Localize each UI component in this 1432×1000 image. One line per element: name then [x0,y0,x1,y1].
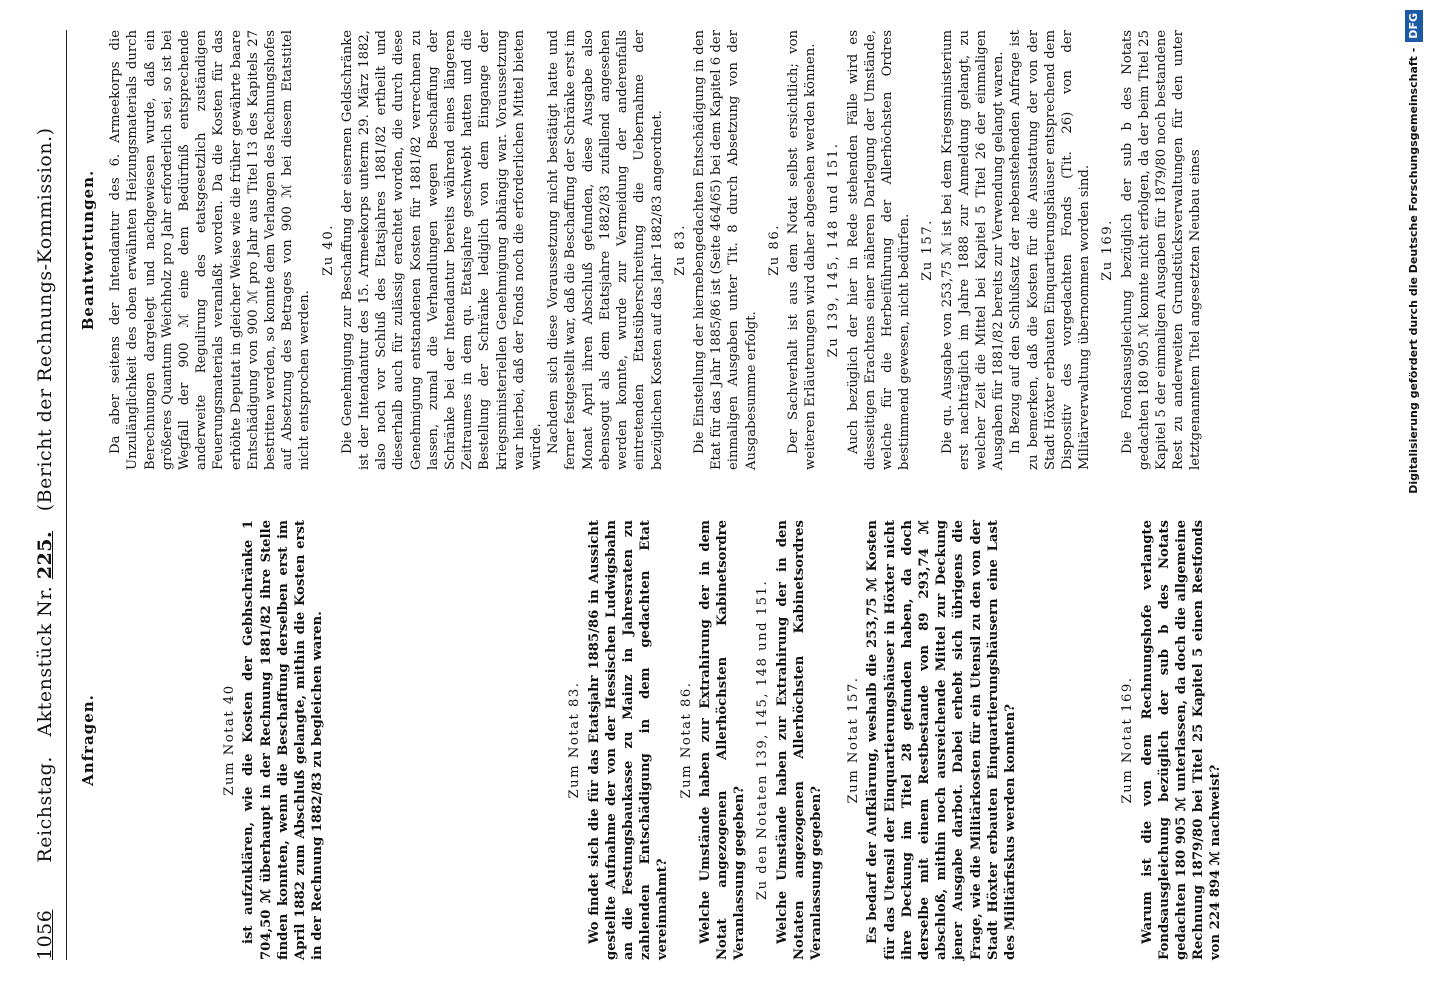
right-column [80,30,1211,470]
section-text: Welche Umstände haben zur Extrahirung der in den Notaten angezogenen Allerhöchsten Kabinetsordres Veranlassung gegeben? [774,520,825,960]
section-title: Zum Notat 83. [567,681,583,799]
question-section [566,520,671,960]
section-text: Die Fondsausgleichung bezüglich der sub b des Notats gedachten 180 905 ℳ konnte nicht erfolgen, da der beim Titel 25 Kapitel 5 der einmaligen Ausgaben für 1879/80 noch bestandene Rest zu anderweiten Grundstücksverwaltungen für den unter letztgenanntem Titel angesetzten Neubau eines [1119,30,1204,470]
section-title: Zum Notat 40 [222,684,238,796]
section-title: Zu 86. [766,224,782,276]
answer-section [1099,30,1204,470]
section-title: Zum Notat 157. [846,676,862,804]
section-text: Nachdem sich diese Voraussetzung nicht bestätigt hatte und ferner festgestellt war, daß die Beschaffung der Schränke erst im Monat April ihren Abschluß gefunden, diese Ausgabe also ebensogut als dem Etatsjahre 1882/83 zufallend angesehen werden konnte, wurde zur Vermeidung der anderenfalls eintretenden Etatsüberschreitung die Uebernahme der bezüglichen Kosten auf das Jahr 1882/83 angeordnet. [546,30,665,470]
header-right-title: (Bericht der Rechnungs-Kommission.) [34,127,56,512]
page-number: 1056 [34,909,56,960]
right-column-heading: Beantwortungen. [79,169,97,331]
section-text: Wo findet sich die für das Etatsjahr 1885/86 in Aussicht gestellte Aufnahme der von der Hessischen Ludwigsbahn an die Festungsbaukasse zu Mainz in Jahresraten zu zahlenden Entschädigung in dem gedachten Etat vereinnahmt? [586,520,671,960]
header-number: 225. [34,530,56,580]
question-section [221,520,326,960]
section-text: ist aufzuklären, wie die Kosten der Gebhschränke 1 704,50 ℳ überhaupt in der Rechnung 1881/82 ihre Stelle finden konnten, wenn die Beschaffung derselben erst im April 1882 zum Abschluß gelangte, mithin die Kosten erst in der Rechnung 1882/83 zu begleichen waren. [241,520,326,960]
dfg-watermark [1405,10,1423,910]
section-title: Zum Notat 169. [1120,676,1136,804]
section-title: Zu 40. [320,224,336,276]
section-text: Der Sachverhalt ist aus dem Notat selbst ersichtlich; von weiteren Erläuterungen wird daher abgesehen werden können. [785,30,819,470]
watermark-label: Digitalisierung gefördert durch die Deutsche Forschungsgemeinschaft - [1407,47,1420,494]
header-aktenstueck: Aktenstück Nr. [34,585,56,737]
question-section [678,520,749,960]
section-title: Zu 83. [672,224,688,276]
answer-section [672,30,760,470]
section-text: Die qu. Ausgabe von 253,75 ℳ ist bei dem Kriegsministerium erst nachträglich im Jahre 1888 zur Anmeldung gelangt, zu welcher Zeit die Mittel bei Kapitel 5 Titel 26 der einmaligen Ausgaben für 1881/82 bereits zur Verwendung gelangt waren. [939,30,1007,470]
section-title: Zu 139, 145, 148 und 151. [826,142,842,358]
answer-section [766,30,820,470]
answer-section [825,30,913,470]
answer-intro [107,30,313,470]
answer-section [320,30,666,470]
section-text: In Bezug auf den Schlußsatz der nebenstehenden Anfrage ist zu bemerken, daß die Kosten für die Ausstattung der von der Stadt Höxter erbauten Einquartierungshäuser entsprechend dem Dispositiv des vorgedachten Fonds (Tit. 26) von der Militärverwaltung übernommen worden sind. [1008,30,1093,470]
section-text: Auch bezüglich der hier in Rede stehenden Fälle wird es diesseitigen Erachtens einer näheren Darlegung der Umstände, welche für die Herbeiführung der Allerhöchsten Ordres bestimmend gewesen, nicht bedürfen. [845,30,913,470]
section-text: Die Einstellung der hiernebengedachten Entschädigung in den Etat für das Jahr 1885/86 ist (Seite 464/65) bei dem Kapitel 6 der einmaligen Ausgaben unter Tit. 8 durch Absetzung von der Ausgabesumme erfolgt. [691,30,759,470]
answer-section [919,30,1093,470]
question-section [754,520,825,960]
header-rule [66,30,67,960]
spacer [107,520,217,960]
intro-text: Da aber seitens der Intendantur des 6. Armeekorps die Unzulänglichkeit des oben erwähnten Heizungsmaterials durch Berechnungen dargelegt und nachgewiesen wurde, daß ein größeres Quantum Weichholz pro Jahr erforderlich sei, so ist bei Wegfall der 900 ℳ eine dem Bedürfniß entsprechende anderweite Regulirung des etatsgesetzlich zuständigen Feuerungsmaterials veranlaßt worden. Da die Kosten für das erhöhte Deputat in gleicher Weise wie die früher gewährte baare Entschädigung von 900 ℳ pro Jahr aus Titel 13 des Kapitels 27 bestritten werden, so konnte dem Verlangen des Rechnungshofes auf Absetzung des Betrages von 900 ℳ bei diesem Etatstitel nicht entsprochen werden. [108,30,313,470]
page-header [28,30,62,960]
section-title: Zu den Notaten 139, 145, 148 und 151. [755,579,771,901]
left-column-heading: Anfragen. [79,694,97,786]
section-text: Die Genehmigung zur Beschaffung der eisernen Geldschränke ist der Intendantur des 15. Armeekorps unterm 29. März 1882, also noch vor Schluß des Etatsjahres 1881/82 ertheilt und dieserhalb auch für zulässig erachtet worden, die durch diese Genehmigung entstandenen Kosten für 1881/82 verrechnen zu lassen, zumal die Verhandlungen wegen Beschaffung der Schränke bei der Intendantur bereits während eines längeren Zeitraumes in dem qu. Etatsjahre geschwebt hatten und die Bestellung der Schränke lediglich von dem Eingange der kriegsministeriellen Genehmigung abhängig war. Voraussetzung war hierbei, daß der Fonds noch die erforderlichen Mittel bieten würde. [339,30,545,470]
left-column [80,520,1231,960]
dfg-logo: DFG [1405,10,1423,42]
spacer [1025,520,1115,960]
section-title: Zu 157. [920,219,936,281]
header-center [28,30,62,960]
spacer [332,520,562,960]
spacer [831,520,841,960]
section-title: Zum Notat 86. [678,681,694,799]
header-left-title: Reichstag. [34,756,56,863]
section-title: Zu 169. [1100,219,1116,281]
section-text: Es bedarf der Aufklärung, weshalb die 253,75 ℳ Kosten für das Utensil der Einquartierungshäuser in Höxter nicht ihre Deckung im Titel 28 gefunden haben, da doch derselbe mit einem Restbestande von 89 293,74 ℳ abschloß, mithin noch ausreichende Mittel zur Deckung jener Ausgabe darbot. Dabei erhebt sich übrigens die Frage, wie die Militärkosten für ein Utensil zu den von der Stadt Höxter erbauten Einquartierungshäusern eine Last des Militärfiskus werden konnten? [865,520,1019,960]
section-text: Warum ist die von dem Rechnungshofe verlangte Fondsausgleichung bezüglich der sub b des Notats gedachten 180 905 ℳ unterlassen, da doch die allgemeine Rechnung 1879/80 bei Titel 25 Kapitel 5 einen Restfonds von 224 894 ℳ nachweist? [1139,520,1224,960]
section-text: Welche Umstände haben zur Extrahirung der in dem Notat angezogenen Allerhöchsten Kabinetsordre Veranlassung gegeben? [697,520,748,960]
watermark-text [1405,10,1423,910]
question-section [845,520,1019,960]
question-section [1119,520,1224,960]
